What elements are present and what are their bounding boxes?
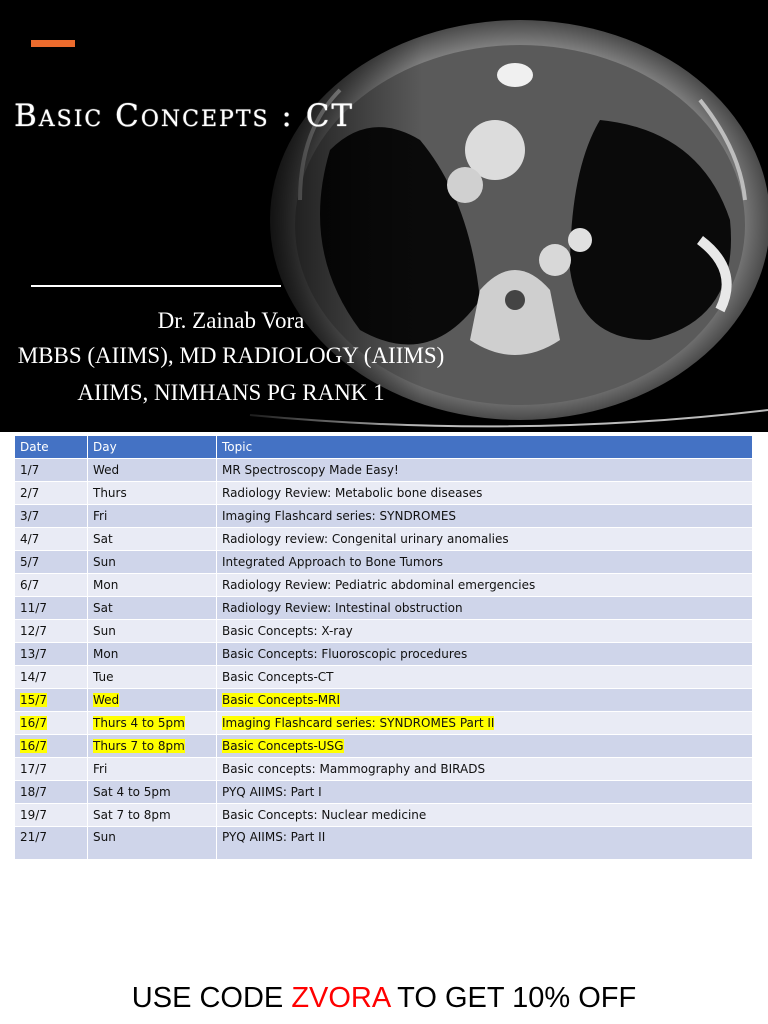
cell-topic-text: Radiology Review: Intestinal obstruction xyxy=(222,601,463,615)
table-row xyxy=(15,597,753,620)
cell-day-text: Sat xyxy=(93,532,113,546)
cell-day xyxy=(88,758,217,781)
cell-topic-text: Integrated Approach to Bone Tumors xyxy=(222,555,444,569)
promo-code: ZVORA xyxy=(291,982,390,1014)
cell-topic xyxy=(217,781,753,804)
cell-topic-text: PYQ AIIMS: Part I xyxy=(222,785,322,799)
cell-topic-text: PYQ AIIMS: Part II xyxy=(222,830,326,844)
cell-date-text: 21/7 xyxy=(20,830,47,844)
cell-day-text: Sat 4 to 5pm xyxy=(93,785,171,799)
cell-date xyxy=(15,758,88,781)
cell-date-text: 3/7 xyxy=(20,509,40,523)
cell-date-text: 1/7 xyxy=(20,463,40,477)
slide-title: Basic Concepts : CT xyxy=(14,98,355,134)
cell-topic xyxy=(217,643,753,666)
cell-date xyxy=(15,505,88,528)
cell-topic xyxy=(217,804,753,827)
title-slide xyxy=(0,0,768,432)
table-row xyxy=(15,482,753,505)
cell-day xyxy=(88,528,217,551)
cell-topic xyxy=(217,597,753,620)
cell-day-text: Sun xyxy=(93,830,116,844)
cell-date xyxy=(15,827,88,860)
cell-date xyxy=(15,712,88,735)
cell-date xyxy=(15,643,88,666)
cell-date xyxy=(15,482,88,505)
cell-date-text: 2/7 xyxy=(20,486,40,500)
cell-topic-text: Radiology Review: Pediatric abdominal emergencies xyxy=(222,578,536,592)
cell-day xyxy=(88,459,217,482)
cell-topic-text: Imaging Flashcard series: SYNDROMES xyxy=(222,509,457,523)
cell-date xyxy=(15,689,88,712)
cell-date-text: 19/7 xyxy=(20,808,47,822)
schedule-body xyxy=(15,459,753,860)
cell-day-text: Wed xyxy=(93,463,120,477)
cell-day xyxy=(88,712,217,735)
cell-topic xyxy=(217,551,753,574)
cell-day-text: Fri xyxy=(93,762,108,776)
cell-day xyxy=(88,482,217,505)
cell-topic-text: Basic concepts: Mammography and BIRADS xyxy=(222,762,486,776)
author-qualifications: MBBS (AIIMS), MD RADIOLOGY (AIIMS) xyxy=(17,343,445,368)
cell-day xyxy=(88,505,217,528)
cell-day xyxy=(88,781,217,804)
promo-suffix: TO GET 10% OFF xyxy=(389,982,637,1014)
cell-day-text: Mon xyxy=(93,647,119,661)
cell-topic-text: Basic Concepts: Fluoroscopic procedures xyxy=(222,647,468,661)
cell-day-text: Tue xyxy=(93,670,114,684)
cell-day xyxy=(88,689,217,712)
cell-topic-text: Imaging Flashcard series: SYNDROMES Part II xyxy=(222,716,495,730)
cell-topic-text: Basic Concepts-MRI xyxy=(222,693,341,707)
cell-day-text: Wed xyxy=(93,693,120,707)
cell-date xyxy=(15,735,88,758)
cell-topic-text: Basic Concepts: Nuclear medicine xyxy=(222,808,427,822)
cell-date-text: 15/7 xyxy=(20,693,47,707)
cell-day xyxy=(88,551,217,574)
table-row xyxy=(15,712,753,735)
cell-topic-text: MR Spectroscopy Made Easy! xyxy=(222,463,399,477)
cell-date xyxy=(15,804,88,827)
cell-topic-text: Radiology Review: Metabolic bone diseases xyxy=(222,486,483,500)
cell-day-text: Mon xyxy=(93,578,119,592)
cell-date xyxy=(15,459,88,482)
table-row xyxy=(15,689,753,712)
cell-day xyxy=(88,597,217,620)
column-header-date: Date xyxy=(15,436,88,459)
cell-topic-text: Basic Concepts-USG xyxy=(222,739,344,753)
cell-day-text: Sun xyxy=(93,624,116,638)
cell-topic xyxy=(217,827,753,860)
schedule-table xyxy=(15,436,753,859)
cell-topic xyxy=(217,758,753,781)
cell-day-text: Sat xyxy=(93,601,113,615)
cell-date xyxy=(15,597,88,620)
cell-date-text: 6/7 xyxy=(20,578,40,592)
table-row xyxy=(15,574,753,597)
table-row xyxy=(15,735,753,758)
cell-date-text: 18/7 xyxy=(20,785,47,799)
column-header-day: Day xyxy=(88,436,217,459)
cell-date-text: 16/7 xyxy=(20,739,47,753)
table-row xyxy=(15,804,753,827)
cell-day xyxy=(88,574,217,597)
accent-bar xyxy=(31,40,75,47)
cell-day-text: Thurs 4 to 5pm xyxy=(93,716,185,730)
cell-topic-text: Radiology review: Congenital urinary anomalies xyxy=(222,532,509,546)
table-row xyxy=(15,643,753,666)
cell-topic xyxy=(217,666,753,689)
cell-day-text: Sat 7 to 8pm xyxy=(93,808,171,822)
cell-date xyxy=(15,781,88,804)
cell-topic xyxy=(217,528,753,551)
cell-day-text: Sun xyxy=(93,555,116,569)
cell-date-text: 5/7 xyxy=(20,555,40,569)
schedule-header-row xyxy=(15,436,753,459)
cell-date-text: 11/7 xyxy=(20,601,47,615)
cell-day xyxy=(88,804,217,827)
table-row xyxy=(15,528,753,551)
cell-date-text: 13/7 xyxy=(20,647,47,661)
cell-topic xyxy=(217,482,753,505)
cell-date-text: 16/7 xyxy=(20,716,47,730)
table-row xyxy=(15,827,753,860)
column-header-topic: Topic xyxy=(217,436,753,459)
cell-day-text: Thurs 7 to 8pm xyxy=(93,739,185,753)
cell-day-text: Thurs xyxy=(93,486,127,500)
cell-date xyxy=(15,620,88,643)
cell-date-text: 4/7 xyxy=(20,532,40,546)
cell-date xyxy=(15,574,88,597)
cell-date xyxy=(15,666,88,689)
cell-date xyxy=(15,528,88,551)
table-row xyxy=(15,505,753,528)
cell-day xyxy=(88,620,217,643)
cell-topic xyxy=(217,712,753,735)
table-row xyxy=(15,666,753,689)
author-ranks: AIIMS, NIMHANS PG RANK 1 xyxy=(77,380,385,405)
cell-date-text: 12/7 xyxy=(20,624,47,638)
cell-topic-text: Basic Concepts-CT xyxy=(222,670,334,684)
cell-topic xyxy=(217,505,753,528)
cell-topic xyxy=(217,459,753,482)
cell-topic-text: Basic Concepts: X-ray xyxy=(222,624,353,638)
table-row xyxy=(15,551,753,574)
cell-day-text: Fri xyxy=(93,509,108,523)
table-row xyxy=(15,781,753,804)
cell-date-text: 17/7 xyxy=(20,762,47,776)
cell-day xyxy=(88,827,217,860)
cell-topic xyxy=(217,689,753,712)
author-name: Dr. Zainab Vora xyxy=(157,308,305,333)
promo-prefix: USE CODE xyxy=(131,982,292,1014)
cell-date-text: 14/7 xyxy=(20,670,47,684)
table-row xyxy=(15,620,753,643)
cell-day xyxy=(88,643,217,666)
cell-topic xyxy=(217,574,753,597)
cell-day xyxy=(88,666,217,689)
title-divider xyxy=(31,285,281,287)
promo-banner xyxy=(0,982,768,1015)
cell-date xyxy=(15,551,88,574)
cell-day xyxy=(88,735,217,758)
cell-topic xyxy=(217,735,753,758)
table-row xyxy=(15,459,753,482)
table-row xyxy=(15,758,753,781)
cell-topic xyxy=(217,620,753,643)
